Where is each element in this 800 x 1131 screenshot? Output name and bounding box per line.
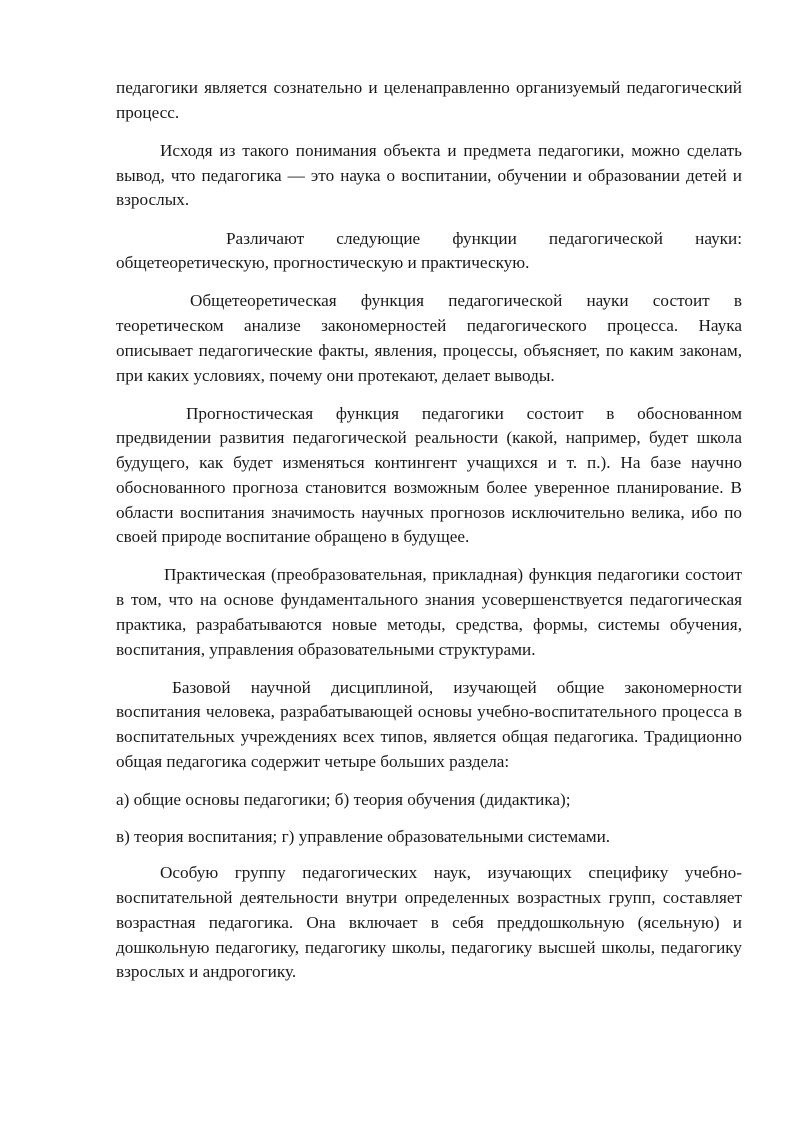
paragraph-prognostic-function: Прогностическая функция педагогики состоит в обоснованном предвидении развития педагогической реальности (какой, например, будет школа будущего, как будет изменяться контингент учащихся и т. п.). На базе научно обоснованного прогноза становится возможным более уверенное планирование. В области воспитания значимость научных прогнозов исключительно велика, ибо по своей природе воспитание обращено в будущее.	[116, 403, 742, 547]
list-item-sections-a-b: а) общие основы педагогики; б) теория обучения (дидактика);	[116, 790, 571, 810]
paragraph-process-continuation: педагогики является сознательно и целенаправленно организуемый педагогический процесс.	[116, 78, 742, 122]
paragraph-pedagogy-definition: Исходя из такого понимания объекта и предмета педагогики, можно сделать вывод, что педагогика — это наука о воспитании, обучении и образовании детей и взрослых.	[116, 140, 742, 210]
paragraph-general-pedagogy: Базовой научной дисциплиной, изучающей общие закономерности воспитания человека, разрабатывающей основы учебно-воспитательного процесса в воспитательных учреждениях всех типов, является общая педагогика. Традиционно общая педагогика содержит четыре больших раздела:	[116, 677, 742, 771]
paragraph-age-pedagogy: Особую группу педагогических наук, изучающих специфику учебно-воспитательной деятельности внутри определенных возрастных групп, составляет возрастная педагогика. Она включает в себя преддошкольную (ясельную) и дошкольную педагогику, педагогику школы, педагогику высшей школы, педагогику взрослых и андрогогику.	[116, 863, 742, 982]
paragraph-general-theory-function: Общетеоретическая функция педагогической науки состоит в теоретическом анализе закономерностей педагогического процесса. Наука описывает педагогические факты, явления, процессы, объясняет, по каким законам, при каких условиях, почему они протекают, делает выводы.	[116, 291, 742, 385]
document-body	[116, 76, 742, 999]
paragraph-functions-intro: Различают следующие функции педагогической науки: общетеоретическую, прогностическую и практическую.	[116, 228, 742, 273]
paragraph-practical-function: Практическая (преобразовательная, прикладная) функция педагогики состоит в том, что на основе фундаментального знания усовершенствуется педагогическая практика, разрабатываются новые методы, средства, формы, системы обучения, воспитания, управления образовательными структурами.	[116, 565, 742, 659]
list-item-sections-c-d: в) теория воспитания; г) управление образовательными системами.	[116, 826, 611, 846]
